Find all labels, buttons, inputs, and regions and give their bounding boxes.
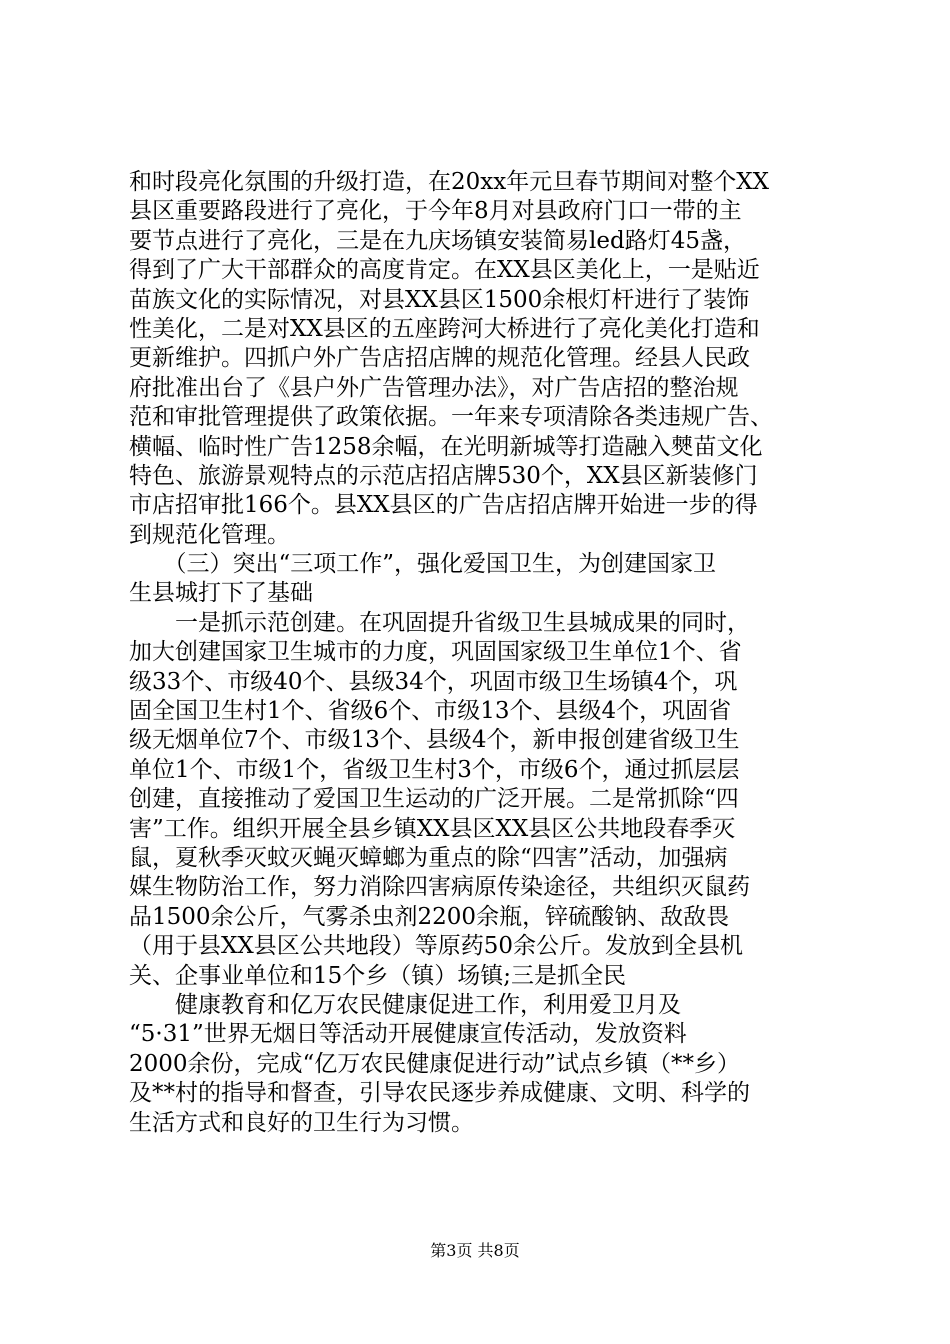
text-line: 关、企事业单位和15个乡（镇）场镇;三是抓全民 (129, 962, 627, 989)
text-line: “5·31”世界无烟日等活动开展健康宣传活动，发放资料 (129, 1021, 687, 1048)
text-line: 和时段亮化氛围的升级打造，在20xx年元旦春节期间对整个XX (129, 169, 769, 195)
text-line: 级无烟单位7个、市级13个、县级4个，新申报创建省级卫生 (129, 727, 740, 754)
document-body (129, 168, 829, 1138)
text-line: 县区重要路段进行了亮化，于今年8月对县政府门口一带的主 (129, 198, 742, 225)
text-line: 一是抓示范创建。在巩固提升省级卫生县城成果的同时， (129, 609, 750, 636)
section-heading-line: （三）突出“三项工作”，强化爱国卫生，为创建国家卫 (129, 551, 717, 578)
text-line: 鼠，夏秋季灭蚊灭蝇灭蟑螂为重点的除“四害”活动，加强病 (129, 844, 728, 871)
text-line: 2000余份，完成“亿万农民健康促进行动”试点乡镇（**乡） (129, 1050, 741, 1077)
text-line: 害”工作。组织开展全县乡镇XX县区XX县区公共地段春季灭 (129, 815, 736, 842)
text-line: 要节点进行了亮化，三是在九庆场镇安装简易led路灯45盏， (129, 227, 746, 254)
text-line: 单位1个、市级1个，省级卫生村3个，市级6个，通过抓层层 (129, 756, 740, 783)
text-line: 特色、旅游景观特点的示范店招店牌530个，XX县区新装修门 (129, 462, 758, 489)
section-heading-line: 生县城打下了基础 (129, 580, 313, 607)
text-line: 更新维护。四抓户外广告店招店牌的规范化管理。经县人民政 (129, 345, 750, 372)
text-line: 横幅、临时性广告1258余幅，在光明新城等打造融入僰苗文化 (129, 433, 763, 460)
text-line: （用于县XX县区公共地段）等原药50余公斤。发放到全县机 (129, 933, 744, 960)
text-line: 固全国卫生村1个、省级6个、市级13个、县级4个，巩固省 (129, 698, 732, 725)
text-line: 府批准出台了《县户外广告管理办法》，对广告店招的整治规 (129, 374, 739, 401)
text-line: 级33个、市级40个、县级34个，巩固市级卫生场镇4个，巩 (129, 668, 738, 695)
text-line: 市店招审批166个。县XX县区的广告店招店牌开始进一步的得 (129, 492, 758, 519)
text-line: 到规范化管理。 (129, 521, 290, 548)
text-line: 得到了广大干部群众的高度肯定。在XX县区美化上，一是贴近 (129, 257, 760, 284)
text-line: 生活方式和良好的卫生行为习惯。 (129, 1109, 474, 1136)
text-line: 加大创建国家卫生城市的力度，巩固国家级卫生单位1个、省 (129, 639, 742, 666)
text-line: 创建，直接推动了爱国卫生运动的广泛开展。二是常抓除“四 (129, 786, 739, 813)
text-line: 范和审批管理提供了政策依据。一年来专项清除各类违规广告、 (129, 404, 773, 431)
text-line: 媒生物防治工作，努力消除四害病原传染途径，共组织灭鼠药 (129, 874, 750, 901)
page-number-label: 第3页 共8页 (430, 1241, 520, 1260)
text-line: 品1500余公斤，气雾杀虫剂2200余瓶，锌硫酸钠、敌敌畏 (129, 903, 730, 930)
text-line: 健康教育和亿万农民健康促进工作，利用爱卫月及 (129, 991, 681, 1018)
text-line: 苗族文化的实际情况，对县XX县区1500余根灯杆进行了装饰 (129, 286, 750, 313)
text-line: 及**村的指导和督查，引导农民逐步养成健康、文明、科学的 (129, 1080, 750, 1107)
text-line: 性美化，二是对XX县区的五座跨河大桥进行了亮化美化打造和 (129, 315, 760, 342)
page-footer (0, 1241, 950, 1261)
